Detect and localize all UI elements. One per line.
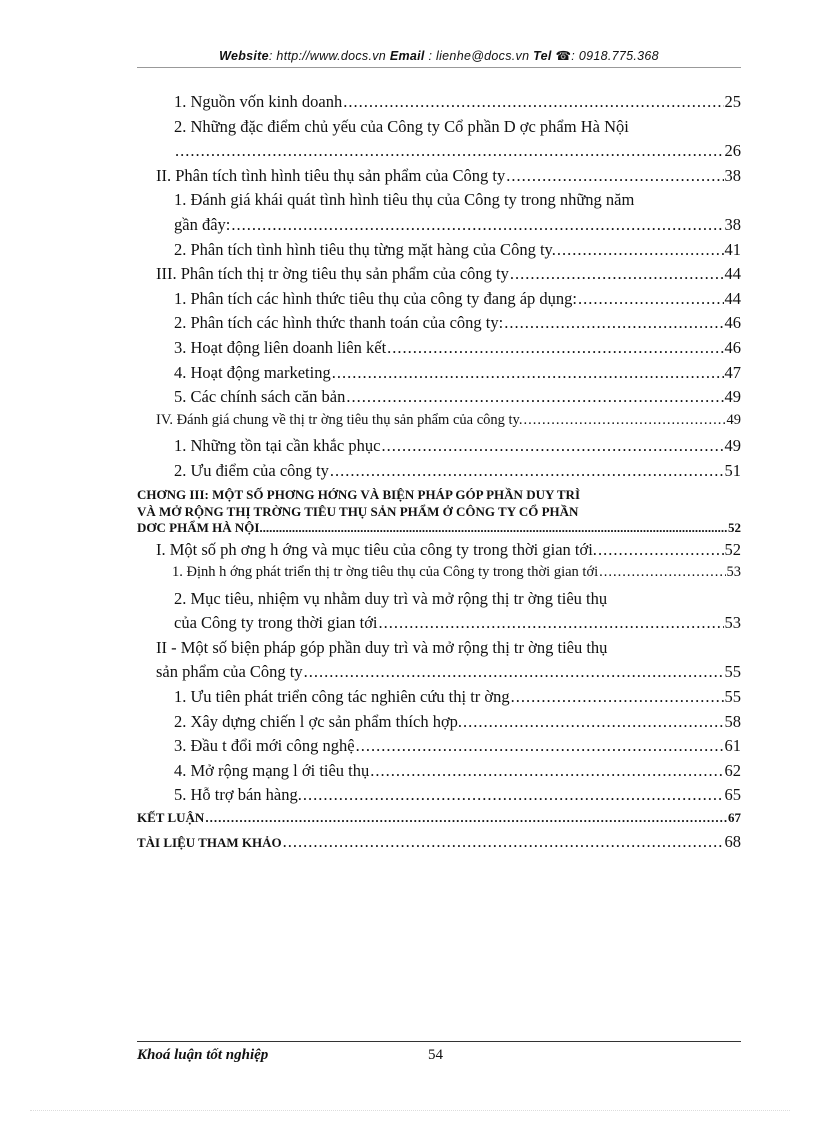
toc-entry-page: 49 bbox=[724, 436, 741, 456]
toc-entry-title: 1. Đánh giá khái quát tình hình tiêu thụ của Công ty trong những năm bbox=[174, 190, 635, 210]
toc-entry-title: KẾT LUẬN bbox=[137, 810, 205, 826]
toc-entry[interactable] bbox=[137, 785, 741, 810]
toc-entry[interactable] bbox=[137, 712, 741, 737]
toc-entry-page: 26 bbox=[724, 141, 741, 161]
toc-entry-title: 2. Những đặc điểm chủ yếu của Công ty Cổ phần D ợc phẩm Hà Nội bbox=[174, 116, 629, 136]
toc-entry-title: II - Một số biện pháp góp phần duy trì và mở rộng thị tr ờng tiêu thụ bbox=[156, 637, 608, 657]
toc-entry-page: 53 bbox=[724, 613, 741, 633]
tel-value: ☎: 0918.775.368 bbox=[555, 49, 659, 63]
toc-entry-title: 1. Nguồn vốn kinh doanh bbox=[174, 92, 343, 111]
toc-entry[interactable] bbox=[137, 338, 741, 363]
toc-entry-page: 51 bbox=[724, 460, 741, 480]
toc-entry-continuation[interactable] bbox=[137, 662, 741, 687]
tel-label: Tel bbox=[533, 49, 552, 63]
page-number: 54 bbox=[428, 1047, 443, 1063]
toc-entry-page: 65 bbox=[724, 785, 741, 805]
toc-entry-title: của Công ty trong thời gian tới bbox=[174, 613, 378, 633]
toc-entry[interactable] bbox=[137, 117, 741, 142]
toc-entry-page: 58 bbox=[724, 711, 741, 731]
toc-entry[interactable] bbox=[137, 589, 741, 614]
toc-entry-title: 5. Hỗ trợ bán hàng. bbox=[174, 785, 302, 805]
toc-entry-page: 41 bbox=[724, 239, 741, 259]
chapter-heading-last-line[interactable] bbox=[137, 520, 741, 540]
toc-entry-title: 2. Xây dựng chiến l ợc sản phẩm thích hợp. bbox=[174, 711, 463, 731]
toc-entry[interactable] bbox=[137, 313, 741, 338]
toc-entry-page: 38 bbox=[724, 165, 741, 185]
toc-entry-page: 25 bbox=[724, 92, 741, 111]
toc-entry[interactable] bbox=[137, 638, 741, 663]
chapter-heading-line: DƠC PHẨM HÀ NỘI bbox=[137, 519, 260, 535]
toc-entry-page: 47 bbox=[724, 362, 741, 382]
toc-entry-references[interactable] bbox=[137, 832, 741, 857]
toc-entry-title: 1. Những tồn tại cần khắc phục bbox=[174, 436, 381, 456]
toc-entry-title: 2. Phân tích các hình thức thanh toán của công ty: bbox=[174, 313, 504, 333]
toc-entry-title: 3. Đầu t đổi mới công nghệ bbox=[174, 736, 355, 756]
toc-entry-page: 55 bbox=[724, 687, 741, 707]
website-label: Website bbox=[219, 49, 269, 63]
toc-entry-continuation[interactable] bbox=[137, 215, 741, 240]
footer-title: Khoá luận tốt nghiệp bbox=[137, 1047, 269, 1063]
email-value[interactable]: : lienhe@docs.vn bbox=[428, 49, 530, 63]
toc-entry-page: 46 bbox=[724, 337, 741, 357]
toc-entry-continuation[interactable] bbox=[137, 613, 741, 638]
toc-entry[interactable] bbox=[137, 687, 741, 712]
toc-entry-page: 68 bbox=[724, 832, 741, 852]
toc-entry-page: 44 bbox=[724, 288, 741, 308]
toc-entry-title: 1. Phân tích các hình thức tiêu thụ của công ty đang áp dụng: bbox=[174, 288, 578, 308]
toc-entry[interactable] bbox=[137, 412, 741, 437]
toc-entry-title: I. Một số ph ơng h ớng và mục tiêu của công ty trong thời gian tới. bbox=[156, 539, 597, 559]
toc-entry-page: 49 bbox=[724, 387, 741, 407]
toc-entry-page: 62 bbox=[724, 760, 741, 780]
toc-entry-title: gần đây: bbox=[174, 214, 231, 234]
toc-entry[interactable] bbox=[137, 363, 741, 388]
toc-entry-title: 1. Định h ớng phát triển thị tr ờng tiêu thụ của Công ty trong thời gian tới bbox=[172, 564, 599, 581]
toc-entry-conclusion[interactable] bbox=[137, 810, 741, 832]
toc-entry-page: 67 bbox=[728, 810, 741, 826]
footer-divider bbox=[137, 1041, 741, 1042]
chapter-heading[interactable] bbox=[137, 486, 741, 520]
toc-entry[interactable] bbox=[137, 387, 741, 412]
toc-entry-title: 5. Các chính sách căn bản bbox=[174, 387, 346, 407]
toc-entry[interactable] bbox=[137, 564, 741, 589]
toc-entry-page: 49 bbox=[726, 411, 741, 428]
toc-entry[interactable] bbox=[137, 264, 741, 289]
toc-entry-title: TÀI LIỆU THAM KHẢO bbox=[137, 835, 282, 851]
toc-entry[interactable] bbox=[137, 461, 741, 486]
page-bottom-border bbox=[30, 1110, 790, 1111]
toc-entry-page: 38 bbox=[724, 214, 741, 234]
toc-entry[interactable] bbox=[137, 166, 741, 191]
toc-entry-title: II. Phân tích tình hình tiêu thụ sản phẩm của Công ty bbox=[156, 165, 506, 185]
toc-entry[interactable] bbox=[137, 240, 741, 265]
toc-entry-page: 55 bbox=[724, 662, 741, 682]
toc-entry[interactable] bbox=[137, 761, 741, 786]
toc-entry-page: 53 bbox=[726, 564, 741, 581]
toc-entry-title: 4. Mở rộng mạng l ới tiêu thụ bbox=[174, 760, 370, 780]
toc-entry-title: 2. Ưu điểm của công ty bbox=[174, 460, 329, 480]
toc-entry-title: 1. Ưu tiên phát triển công tác nghiên cứu thị tr ờng bbox=[174, 687, 510, 707]
toc-entry-page: 46 bbox=[724, 313, 741, 333]
email-label: Email bbox=[389, 49, 425, 63]
table-of-contents bbox=[137, 92, 741, 857]
toc-entry[interactable] bbox=[137, 540, 741, 565]
toc-entry-title: 2. Mục tiêu, nhiệm vụ nhằm duy trì và mở rộng thị tr ờng tiêu thụ bbox=[174, 588, 608, 608]
header-divider bbox=[137, 67, 741, 68]
page-header bbox=[137, 48, 741, 63]
toc-entry-title: 3. Hoạt động liên doanh liên kết bbox=[174, 337, 387, 357]
website-value[interactable]: : http://www.docs.vn bbox=[268, 49, 387, 63]
toc-entry[interactable] bbox=[137, 736, 741, 761]
toc-entry-title: IV. Đánh giá chung về thị tr ờng tiêu thụ sản phẩm của công ty. bbox=[156, 411, 523, 428]
toc-entry-page: 52 bbox=[728, 519, 741, 535]
toc-entry-continuation[interactable] bbox=[137, 141, 741, 166]
toc-entry-page: 52 bbox=[724, 539, 741, 559]
toc-entry-title: 4. Hoạt động marketing bbox=[174, 362, 331, 382]
toc-entry[interactable] bbox=[137, 190, 741, 215]
toc-entry[interactable] bbox=[137, 92, 741, 117]
toc-entry[interactable] bbox=[137, 289, 741, 314]
toc-entry[interactable] bbox=[137, 436, 741, 461]
toc-entry-page: 44 bbox=[724, 264, 741, 284]
toc-entry-title: 2. Phân tích tình hình tiêu thụ từng mặt hàng của Công ty. bbox=[174, 239, 556, 259]
toc-entry-page: 61 bbox=[724, 736, 741, 756]
toc-entry-title: sản phẩm của Công ty bbox=[156, 662, 303, 682]
chapter-heading-line: CHƠNG III: MỘT SỐ PHƠNG HỚNG VÀ BIỆN PHÁP GÓP PHẦN DUY TRÌ bbox=[137, 486, 581, 502]
chapter-heading-line: VÀ MỞ RỘNG THỊ TRỜNG TIÊU THỤ SẢN PHẨM Ở CÔNG TY CỔ PHẦN bbox=[137, 503, 579, 519]
toc-entry-title: III. Phân tích thị tr ờng tiêu thụ sản phẩm của công ty bbox=[156, 264, 509, 284]
